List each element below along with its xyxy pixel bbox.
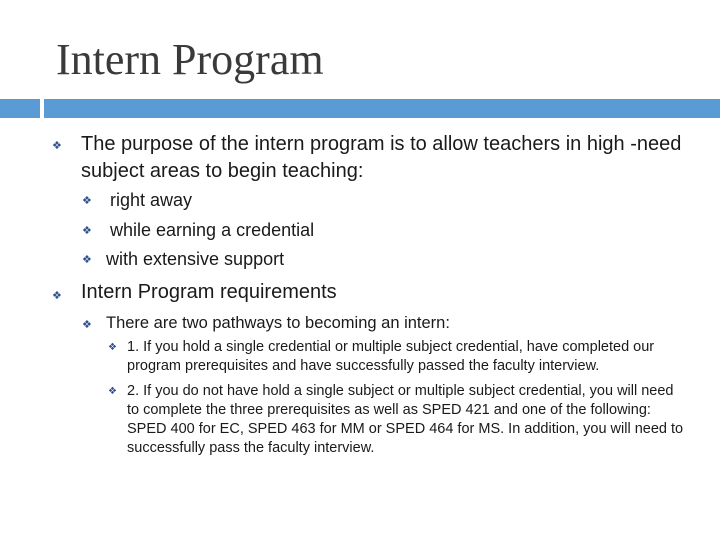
sub-bullet-text: while earning a credential (110, 220, 315, 240)
bullet-icon: ❖ (108, 342, 117, 353)
bullet-icon: ❖ (52, 140, 62, 152)
bullet-icon: ❖ (52, 290, 62, 302)
pathway-2-text: 2. If you do not have hold a single subject or multiple subject credential, you will need to complete the three prerequisites as well as SPED 421 and one of the following: SPED 400 for EC, SPED 463 for MM or SPED 464 for MS. In addition, you will need to successfully pass the faculty interview. (127, 383, 684, 456)
sub-bullet-text: right away (110, 190, 193, 210)
bullet-text-requirements: Intern Program requirements (81, 281, 337, 303)
slide-title: Intern Program (56, 35, 324, 84)
bullet-icon: ❖ (108, 386, 117, 397)
sub-bullet-text: with extensive support (106, 249, 285, 269)
pathway-1-text: 1. If you hold a single credential or multiple subject credential, have completed our program prerequisites and have successfully passed the faculty interview. (127, 339, 655, 374)
bullet-icon: ❖ (82, 195, 92, 207)
bullet-icon: ❖ (82, 319, 92, 331)
sub-bullet-text-pathways: There are two pathways to becoming an intern: (106, 314, 450, 332)
bullet-icon: ❖ (82, 225, 92, 237)
bullet-text-purpose: The purpose of the intern program is to allow teachers in high -need subject areas to begin teaching: (81, 133, 682, 182)
bullet-icon: ❖ (82, 254, 92, 266)
